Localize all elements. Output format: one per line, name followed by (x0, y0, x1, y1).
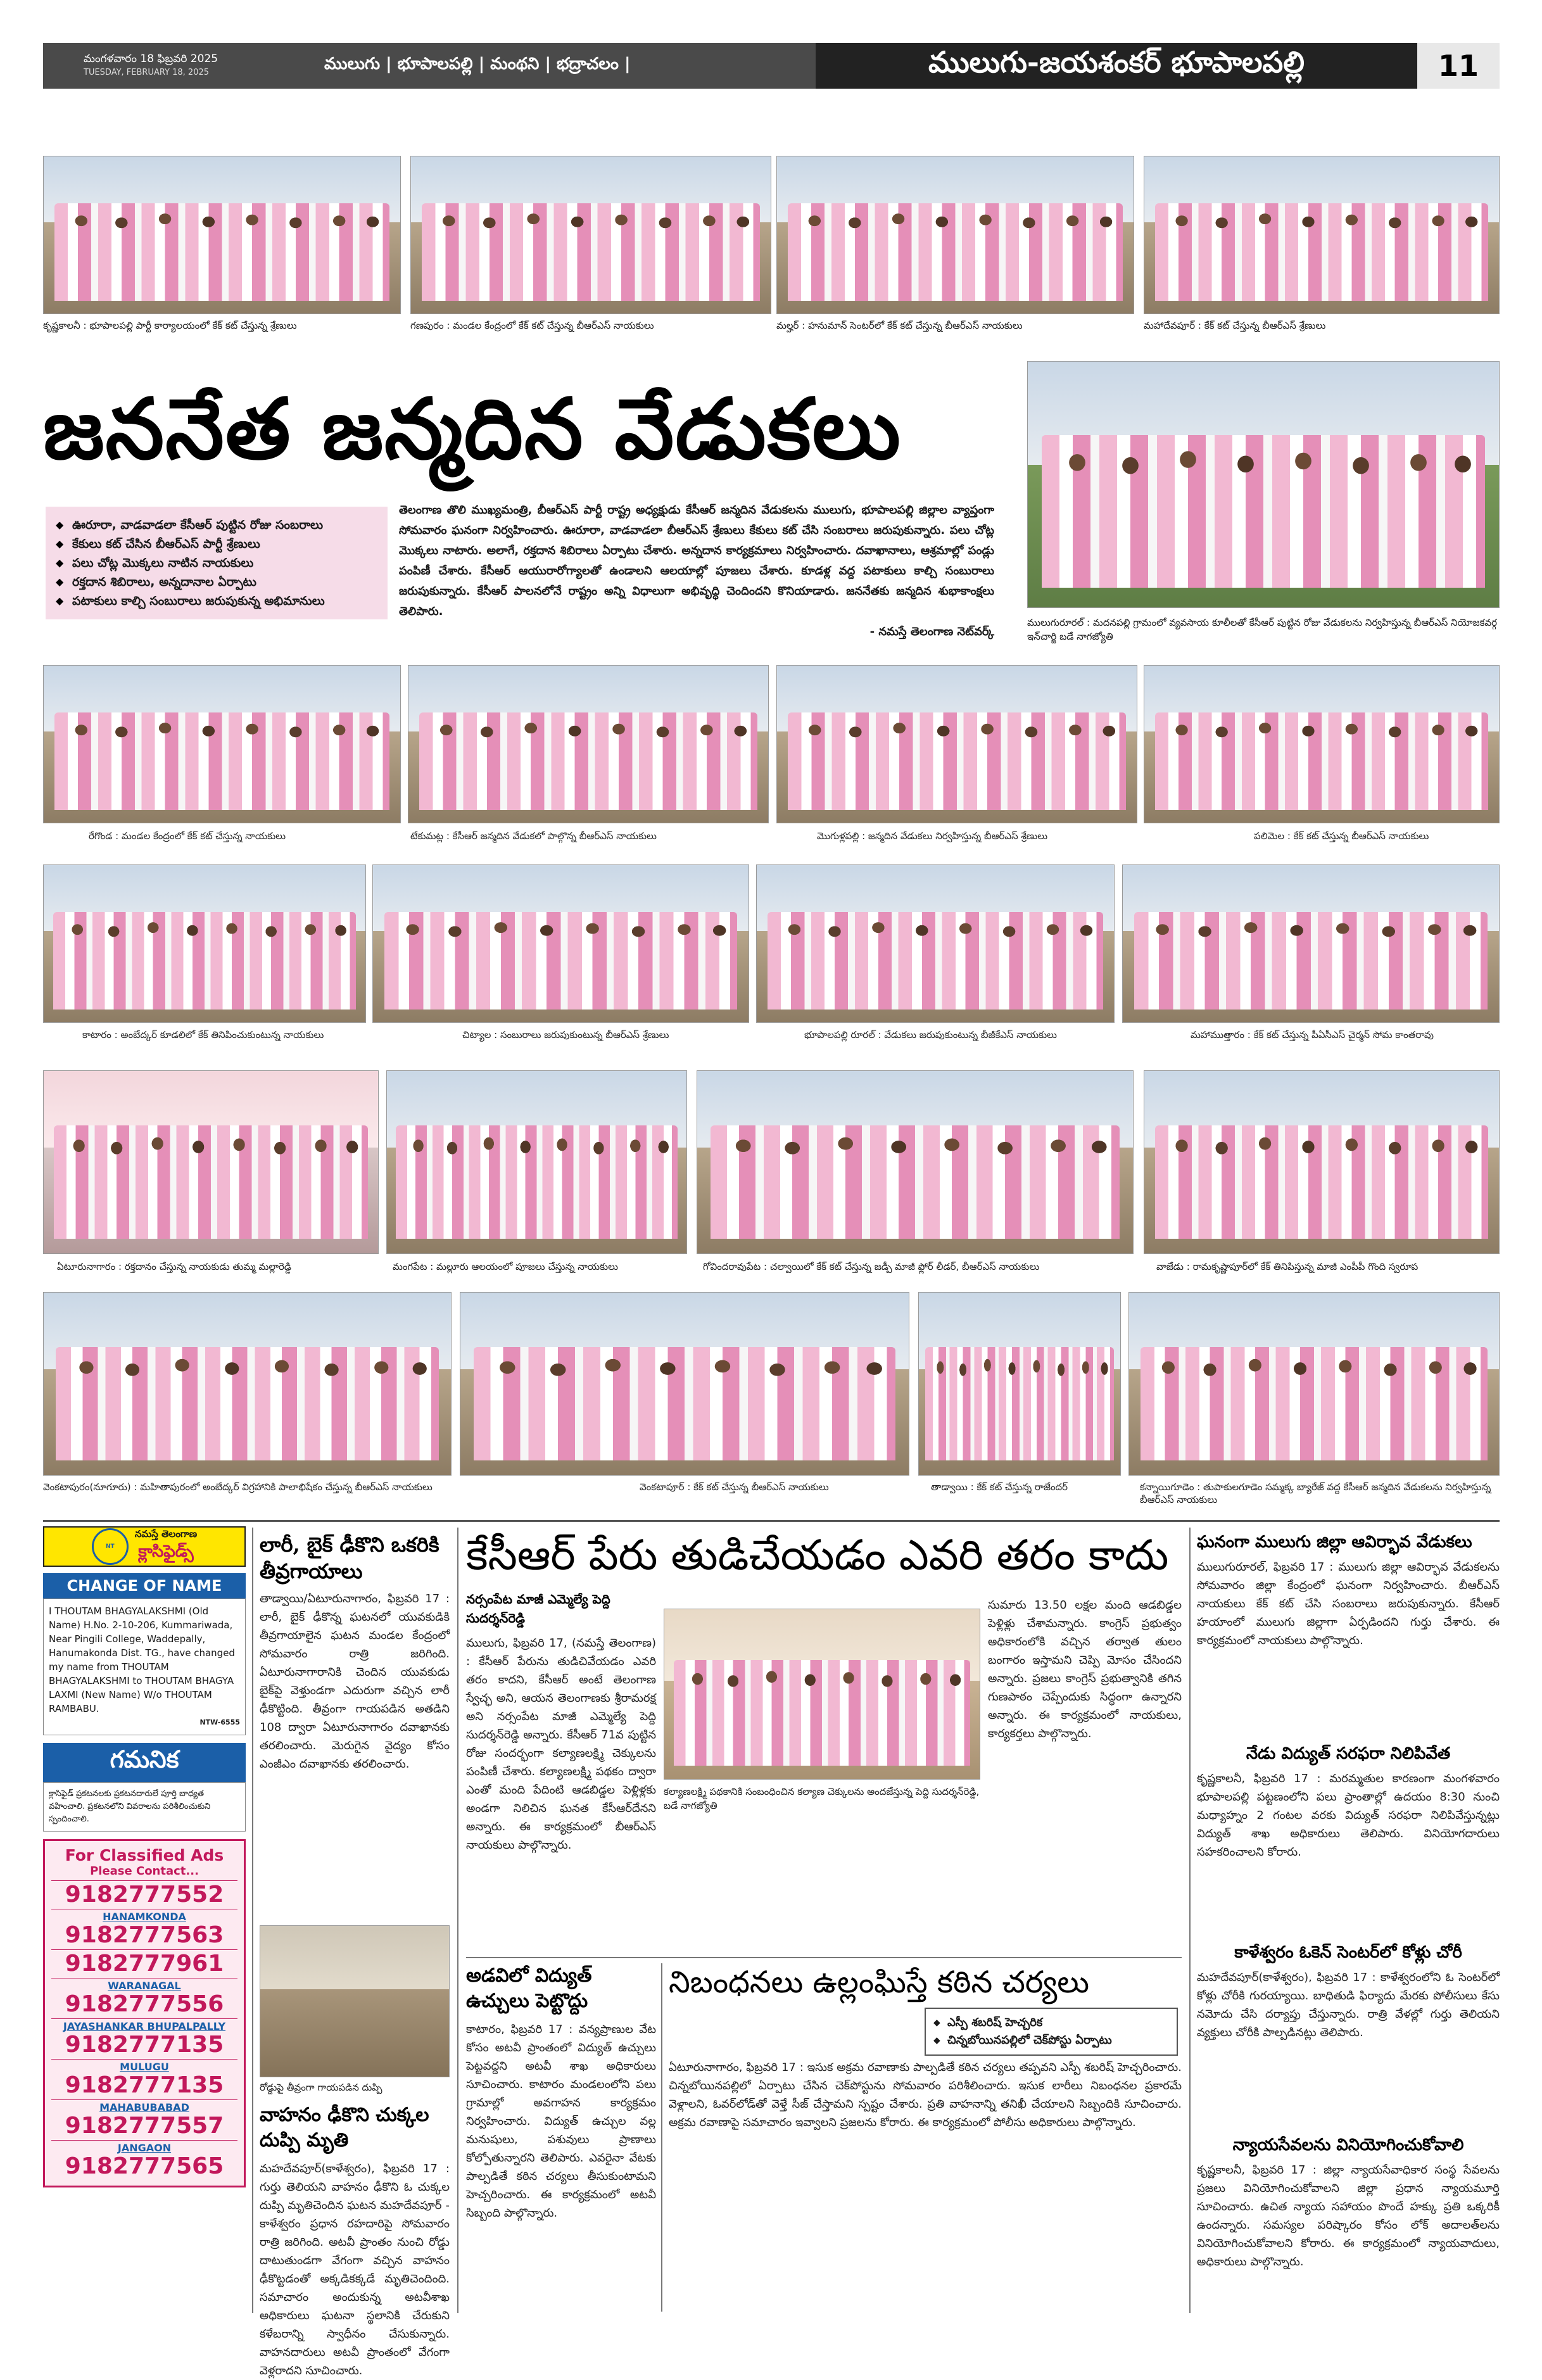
photo-caption: రేగొండ : మండల కేంద్రంలో కేక్ కట్ చేస్తున్న నాయకులు (89, 830, 286, 842)
photo-row5-2 (460, 1292, 909, 1476)
article-body: తాడ్వాయి/ఏటూరునాగారం, ఫిబ్రవరి 17 : లారీ, బైక్ ఢీకొన్న ఘటనలో యువకుడికి తీవ్రగాయాలైన ఘటన మండల కేంద్రంలో సోమవారం రాత్రి జరిగింది. ఏటూరునాగారానికి చెందిన యువకుడు బైక్‌పై వెళ్తుండగా ఎదురుగా వచ్చిన లారీ ఢీకొట్టింది. తీవ్రంగా గాయపడిన అతడిని 108 ద్వారా ఏటూరునాగారం దవాఖానకు తరలించారు. మెరుగైన వైద్యం కోసం ఎంజీఎం దవాఖానకు తరలించారు. (260, 1592, 450, 1771)
article-headline: న్యాయసేవలను వినియోగించుకోవాలి (1232, 2136, 1464, 2155)
photo-row4-1 (43, 1070, 379, 1254)
photo-deer (260, 1925, 450, 2077)
article-body: కృష్ణకాలనీ, ఫిబ్రవరి 17 : జిల్లా న్యాయసేవాధికార సంస్థ సేవలను ప్రజలు వినియోగించుకోవాలని జిల్లా ప్రధాన న్యాయమూర్తి సూచించారు. ఉచిత న్యాయ సహాయం పొందే హక్కు ప్రతి ఒక్కరికీ ఉందన్నారు. సమస్యల పరిష్కారం కోసం లోక్ అదాలత్‌లను వినియోగించుకోవాలని కోరారు. ఈ కార్యక్రమంలో న్యాయవాదులు, అధికారులు పాల్గొన్నారు. (1197, 2163, 1500, 2269)
highlight-item: ◆ చిన్నబోయినపల్లిలో చెక్‌పోస్టు ఏర్పాటు (933, 2032, 1169, 2049)
classified-ads-contacts (43, 1839, 246, 2187)
photo-caption: గోవిందరావుపేట : చల్వాయిలో కేక్ కట్ చేస్తున్న జడ్పీ మాజీ ఫ్లోర్ లీడర్, బీఆర్ఎస్ నాయకులు (703, 1261, 1040, 1272)
article-body: మహదేవపూర్(కాళేశ్వరం), ఫిబ్రవరి 17 : గుర్తు తెలియని వాహనం ఢీకొని ఓ చుక్కల దుప్పి మృతిచెందిన ఘటన మహదేవపూర్ - కాళేశ్వరం ప్రధాన రహదారిపై సోమవారం రాత్రి జరిగింది. అటవీ ప్రాంతం నుంచి రోడ్డు దాటుతుండగా వేగంగా వచ్చిన వాహనం ఢీకొట్టడంతో అక్కడికక్కడే మృతిచెందింది. సమాచారం అందుకున్న అటవీశాఖ అధికారులు ఘటనా స్థలానికి చేరుకుని కళేబరాన్ని స్వాధీనం చేసుకున్నారు. వాహనదారులు అటవీ ప్రాంతంలో వేగంగా వెళ్లరాదని సూచించారు. (260, 2162, 450, 2377)
ads-place: MAHABUBABAD (99, 2101, 189, 2113)
issue-date (84, 52, 324, 80)
section-divider (43, 1520, 1500, 1522)
photo-caption: ఏటూరునాగారం : రక్తదానం చేస్తున్న నాయకుడు తుమ్మ మల్లారెడ్డి (57, 1261, 292, 1272)
classifieds-logo: NT (92, 1528, 129, 1565)
section-places: ములుగు | భూపాలపల్లి | మంథని | భద్రాచలం | (324, 54, 631, 73)
photo-caption: మల్హర్ : హనుమాన్ సెంటర్‌లో కేక్ కట్ చేస్తున్న బీఆర్ఎస్ నాయకులు (776, 320, 1023, 331)
photo-caption: పలిమెల : కేక్ కట్ చేస్తున్న బీఆర్ఎస్ నాయకులు (1254, 830, 1429, 842)
photo-main-feature (1027, 361, 1500, 608)
photo-row3-2 (372, 864, 749, 1023)
classifieds-header (43, 1526, 246, 1567)
photo-row2-2 (408, 665, 769, 823)
column-rule (1189, 1528, 1191, 2313)
change-of-name-notice (43, 1598, 246, 1735)
ads-contact (51, 1880, 237, 1909)
ads-contact (51, 1978, 237, 2018)
change-of-name-text: I THOUTAM BHAGYALAKSHMI (Old Name) H.No. 2-10-206, Kummariwada, Near Pingili College, Waddepally, Hanumakonda Dist. TG., have changed my name from THOUTAM BHAGYALAKSHMI to THOUTAM BHAGYA LAXMI (New Name) W/o THOUTAM RAMBABU. (49, 1605, 235, 1714)
photo-row5-3 (918, 1292, 1121, 1476)
page-number: 11 (1417, 43, 1500, 89)
photo-caption: కృష్ణకాలనీ : భూపాలపల్లి పార్టీ కార్యాలయంలో కేక్ కట్ చేస్తున్న శ్రేణులు (43, 320, 297, 331)
article-highlights (925, 2008, 1178, 2056)
highlight-item: ◆ ఊరూరా, వాడవాడలా కేసీఆర్ పుట్టిన రోజు సంబరాలు (56, 516, 377, 535)
photo-caption: మహాదేవపూర్ : కేక్ కట్ చేస్తున్న బీఆర్ఎస్ శ్రేణులు (1144, 320, 1326, 331)
photo-row3-1 (43, 864, 366, 1023)
photo-row1-1 (43, 156, 401, 314)
ads-place: JANGAON (117, 2142, 172, 2154)
classifieds-column (43, 1526, 246, 2312)
photo-row2-4 (1144, 665, 1500, 823)
photo-caption: వాజేడు : రామకృష్ణాపూర్‌లో కేక్ తినిపిస్తున్న మాజీ ఎంపీపీ గొంది స్వరూప (1156, 1261, 1419, 1272)
ads-subtitle: Please Contact... (90, 1864, 199, 1878)
photo-row1-4 (1144, 156, 1500, 314)
notice-code: NTW-6555 (199, 1718, 240, 1726)
article-headline: నేడు విద్యుత్ సరఫరా నిలిపివేత (1246, 1744, 1451, 1763)
ads-contact (51, 2018, 237, 2059)
photo-caption: మొగుళ్లపల్లి : జన్మదిన వేడుకలు నిర్వహిస్తున్న బీఆర్ఎస్ శ్రేణులు (817, 830, 1048, 842)
column-rule (661, 1963, 662, 2312)
notice-text: క్లాసిఫైడ్ ప్రకటనలకు ప్రకటనదారులే పూర్తి బాధ్యత వహించాలి. ప్రకటనలోని వివరాలను పరిశీలించుకుని స్పందించాలి. (43, 1782, 246, 1832)
ads-place: MULUGU (120, 2061, 169, 2073)
photo-caption: వెంకటాపూర్ : కేక్ కట్ చేస్తున్న బీఆర్ఎస్ నాయకులు (640, 1481, 829, 1493)
photo-row3-3 (756, 864, 1115, 1023)
highlight-item: ◆ పటాకులు కాల్చి సంబురాలు జరుపుకున్న అభిమానులు (56, 592, 377, 611)
lead-text: తెలంగాణ తొలి ముఖ్యమంత్రి, బీఆర్ఎస్ పార్టీ రాష్ట్ర అధ్యక్షుడు కేసీఆర్ జన్మదిన వేడుకలను ములుగు, భూపాలపల్లి జిల్లాల వ్యాప్తంగా సోమవారం ఘనంగా నిర్వహించారు. ఊరూరా, వాడవాడలా బీఆర్ఎస్ శ్రేణులు కేకులు కట్ చేసి సంబరాలు జరుపుకున్నారు. పలు చోట్ల మొక్కలు నాటారు. అలాగే, రక్తదాన శిబిరాలు ఏర్పాటు చేశారు. అన్నదాన కార్యక్రమాలు నిర్వహించారు. దవాఖానాలు, ఆశ్రమాల్లో పండ్లు పంపిణీ చేశారు. కేసీఆర్ ఆయురారోగ్యాలతో ఉండాలని ఆలయాల్లో పూజలు చేశారు. కూడళ్ల వద్ద పటాకులు కాల్చి సంబురాలు జరుపుకున్నారు. కేసీఆర్ పాలనలోనే రాష్ట్రం అన్ని విధాలుగా అభివృద్ధి చెందిందని కొనియాడారు. జననేతకు జన్మదిన శుభాకాంక్షలు తెలిపారు. (399, 503, 994, 618)
highlight-bullets (46, 507, 388, 619)
ads-phone: 9182777565 (65, 2153, 224, 2179)
issue-date-english: TUESDAY, FEBRUARY 18, 2025 (84, 68, 210, 77)
masthead-left (43, 43, 816, 89)
article-headline: అడవిలో విద్యుత్ ఉచ్చులు పెట్టొద్దు (466, 1965, 592, 2012)
article-body: ములుగు, ఫిబ్రవరి 17, (నమస్తే తెలంగాణ) : కేసీఆర్ పేరును తుడిచివేయడం ఎవరి తరం కాదని, కేసీఆర్ అంటే తెలంగాణ స్వేచ్ఛ అని, ఆయన తెలంగాణకు శ్రీరామరక్ష అని నర్సంపేట మాజీ ఎమ్మెల్యే పెద్ది సుదర్శన్‌రెడ్డి అన్నారు. కేసీఆర్ 71వ పుట్టిన రోజు సందర్భంగా కల్యాణలక్ష్మి చెక్కులను పంపిణీ చేశారు. కల్యాణలక్ష్మి పథకం ద్వారా ఎంతో మంది పేదింటి ఆడబిడ్డల పెళ్లిళ్లకు అండగా నిలిచిన ఘనత కేసీఆర్‌దేనని అన్నారు. ఈ కార్యక్రమంలో బీఆర్ఎస్ నాయకులు పాల్గొన్నారు. (466, 1636, 656, 1852)
photo-caption: చిట్యాల : సంబురాలు జరుపుకుంటున్న బీఆర్ఎస్ శ్రేణులు (462, 1029, 669, 1041)
photo-cheque-distribution (664, 1609, 980, 1780)
photo-caption: తాడ్వాయి : కేక్ కట్ చేస్తున్న రాజేందర్ (931, 1481, 1068, 1493)
ads-contact (51, 2140, 237, 2181)
photo-row5-4 (1128, 1292, 1500, 1476)
ads-phone: 9182777556 (65, 1991, 224, 2017)
highlight-item: ◆ పలు చోట్ల మొక్కలు నాటిన నాయకులు (56, 554, 377, 573)
column-rule (252, 1528, 253, 2313)
photo-caption: మంగపేట : మల్లూరు ఆలయంలో పూజలు చేస్తున్న నాయకులు (393, 1261, 618, 1272)
article-body: ఏటూరునాగారం, ఫిబ్రవరి 17 : ఇసుక అక్రమ రవాణాకు పాల్పడితే కఠిన చర్యలు తప్పవని ఎస్పీ శబరిష్ హెచ్చరించారు. చిన్నబోయినపల్లిలో ఏర్పాటు చేసిన చెక్‌పోస్టును సోమవారం పరిశీలించారు. ఇసుక లారీలు నిబంధనల ప్రకారమే వెళ్లాలని, ఓవర్‌లోడ్‌తో వెళ్తే సీజ్ చేస్తామని స్పష్టం చేశారు. ప్రతి వాహనాన్ని తనిఖీ చేయాలని సిబ్బందికి సూచించారు. అక్రమ రవాణాపై సమాచారం ఇవ్వాలని ప్రజలను కోరారు. ఈ కార్యక్రమంలో పోలీసు అధికారులు పాల్గొన్నారు. (669, 2061, 1182, 2129)
photo-caption: ములుగురూరల్ : మదనపల్లి గ్రామంలో వ్యవసాయ కూలీలతో కేసీఆర్ పుట్టిన రోజు వేడుకలను నిర్వహిస్తున్న బీఆర్ఎస్ నియోజకవర్గ ఇన్‌చార్జి బడే నాగజ్యోతి (1027, 617, 1498, 642)
article-rule (466, 1957, 1182, 1958)
article-headline: లారీ, బైక్ ఢీకొని ఒకరికి తీవ్రగాయాలు (260, 1533, 439, 1583)
ads-phone: 9182777135 (65, 2072, 224, 2098)
ads-contact (51, 1909, 237, 1949)
ads-contact (51, 2099, 237, 2140)
article-headline: ఘనంగా ములుగు జిల్లా ఆవిర్భావ వేడుకలు (1197, 1533, 1472, 1552)
lead-signature: - నమస్తే తెలంగాణ నెట్‌వర్క్ (869, 625, 994, 638)
highlight-item: ◆ కేకులు కట్ చేసిన బీఆర్ఎస్ పార్టీ శ్రేణులు (56, 535, 377, 554)
article-body: కాటారం, ఫిబ్రవరి 17 : వన్యప్రాణుల వేట కోసం అటవీ ప్రాంతంలో విద్యుత్ ఉచ్చులు పెట్టవద్దని అటవీ శాఖ అధికారులు సూచించారు. కాటారం మండలంలోని పలు గ్రామాల్లో అవగాహన కార్యక్రమం నిర్వహించారు. విద్యుత్ ఉచ్చుల వల్ల మనుషులు, పశువులు ప్రాణాలు కోల్పోతున్నారని తెలిపారు. ఎవరైనా వేటకు పాల్పడితే కఠిన చర్యలు తీసుకుంటామని హెచ్చరించారు. ఈ కార్యక్రమంలో అటవీ సిబ్బంది పాల్గొన్నారు. (466, 2023, 656, 2220)
photo-caption: టేకుమట్ల : కేసీఆర్ జన్మదిన వేడుకలో పాల్గొన్న బీఆర్ఎస్ నాయకులు (410, 830, 657, 842)
photo-caption: కాటారం : అంబేద్కర్ కూడలిలో కేక్ తినిపించుకుంటున్న నాయకులు (82, 1029, 324, 1041)
classifieds-brand: నమస్తే తెలంగాణ (134, 1528, 198, 1540)
photo-caption: కల్యాణలక్ష్మి పథకానికి సంబంధించిన కల్యాణ చెక్కులను అందజేస్తున్న పెద్ది సుదర్శన్‌రెడ్డి, బడే నాగజ్యోతి (664, 1786, 980, 1811)
photo-caption: కన్నాయిగూడెం : తుపాకులగూడెం సమ్మక్క బ్యారేజ్ వద్ద కేసీఆర్ జన్మదిన వేడుకలను నిర్వహిస్తున్న బీఆర్ఎస్ నాయకులు (1140, 1481, 1491, 1505)
ads-phone: 9182777552 (65, 1882, 224, 1908)
ads-place: WARANAGAL (108, 1980, 181, 1992)
highlight-item: ◆ ఎస్పీ శబరిష్ హెచ్చరిక (933, 2014, 1169, 2032)
ads-phone: 9182777563 (65, 1922, 224, 1948)
photo-row1-2 (410, 156, 771, 314)
article-body: మహదేవపూర్(కాళేశ్వరం), ఫిబ్రవరి 17 : కాళేశ్వరంలోని ఓ సెంటర్‌లో కోళ్లు చోరీకి గురయ్యాయి. బాధితుడి ఫిర్యాదు మేరకు పోలీసులు కేసు నమోదు చేసి దర్యాప్తు చేస్తున్నారు. రాత్రి వేళల్లో గుర్తు తెలియని వ్యక్తులు చోరీకి పాల్పడినట్లు తెలిపారు. (1197, 1971, 1500, 2039)
notice-title: గమనిక (43, 1743, 246, 1782)
photo-caption: భూపాలపల్లి రూరల్ : వేడుకలు జరుపుకుంటున్న బీజీకేఎస్ నాయకులు (804, 1029, 1057, 1041)
photo-row1-3 (776, 156, 1134, 314)
ads-place: HANAMKONDA (103, 1911, 186, 1923)
ads-place: JAYASHANKAR BHUPALPALLY (63, 2020, 226, 2032)
photo-row3-4 (1122, 864, 1500, 1023)
ads-phone: 9182777961 (65, 1951, 224, 1977)
ads-contact (51, 1949, 237, 1978)
photo-caption: వెంకటాపురం(నూగూరు) : మహితాపురంలో అంబేద్కర్ విగ్రహానికి పాలాభిషేకం చేస్తున్న బీఆర్ఎస్ నాయకులు (43, 1481, 433, 1493)
photo-row4-4 (1144, 1070, 1500, 1254)
photo-caption: మహాముత్తారం : కేక్ కట్ చేస్తున్న పీఏసీఎస్ చైర్మన్ సోమ కాంతరావు (1191, 1029, 1434, 1041)
photo-row2-1 (43, 665, 401, 823)
photo-row4-2 (386, 1070, 687, 1254)
article-headline: నిబంధనలు ఉల్లంఘిస్తే కఠిన చర్యలు (669, 1965, 1089, 2000)
lead-article (399, 500, 994, 642)
section-title: ములుగు-జయశంకర్ భూపాలపల్లి (816, 43, 1417, 89)
photo-row5-1 (43, 1292, 452, 1476)
article-body: ములుగురూరల్, ఫిబ్రవరి 17 : ములుగు జిల్లా ఆవిర్భావ వేడుకలను సోమవారం జిల్లా కేంద్రంలో ఘనంగా నిర్వహించారు. బీఆర్ఎస్ నాయకులు కేక్ కట్ చేసి సంబరాలు జరుపుకున్నారు. కేసీఆర్ హయాంలో ములుగు జిల్లాగా ఏర్పడిందని గుర్తు చేశారు. ఈ కార్యక్రమంలో నాయకులు పాల్గొన్నారు. (1197, 1560, 1500, 1647)
ads-contact (51, 2059, 237, 2099)
main-headline: జననేత జన్మదిన వేడుకలు (43, 380, 902, 478)
ads-phone: 9182777135 (65, 2032, 224, 2058)
highlight-item: ◆ రక్తదాన శిబిరాలు, అన్నదానాల ఏర్పాటు (56, 573, 377, 592)
article-body: కృష్ణకాలనీ, ఫిబ్రవరి 17 : మరమ్మతుల కారణంగా మంగళవారం భూపాలపల్లి పట్టణంలోని పలు ప్రాంతాల్లో ఉదయం 8:30 నుంచి మధ్యాహ్నం 2 గంటల వరకు విద్యుత్ సరఫరా నిలిపివేస్తున్నట్లు విద్యుత్ శాఖ అధికారులు తెలిపారు. వినియోగదారులు సహకరించాలని కోరారు. (1197, 1772, 1500, 1859)
change-of-name-title: CHANGE OF NAME (43, 1573, 246, 1598)
ads-phone: 9182777557 (65, 2113, 224, 2139)
article-headline: కాళేశ్వరం ఓకెన్ సెంటర్‌లో కోళ్లు చోరీ (1234, 1943, 1462, 1962)
masthead (43, 43, 1500, 89)
photo-row2-3 (776, 665, 1137, 823)
ads-title: For Classified Ads (65, 1846, 224, 1864)
column-rule (457, 1528, 458, 2313)
article-headline: వాహనం ఢీకొని చుక్కల దుప్పి మృతి (260, 2104, 429, 2151)
photo-row4-3 (697, 1070, 1134, 1254)
article-body: సుమారు 13.50 లక్షల మంది ఆడబిడ్డల పెళ్లిళ్లు చేశామన్నారు. కాంగ్రెస్ ప్రభుత్వం అధికారంలోకి వచ్చిన తర్వాత తులం బంగారం ఇస్తామని చెప్పి మోసం చేసిందని అన్నారు. ప్రజలు కాంగ్రెస్ ప్రభుత్వానికి తగిన గుణపాఠం చెప్పేందుకు సిద్ధంగా ఉన్నారని అన్నారు. ఈ కార్యక్రమంలో నాయకులు, కార్యకర్తలు పాల్గొన్నారు. (988, 1598, 1182, 1740)
issue-date-telugu: మంగళవారం 18 ఫిబ్రవరి 2025 (84, 53, 218, 65)
photo-caption: రోడ్డుపై తీవ్రంగా గాయపడిన దుప్పి (260, 2082, 382, 2093)
classifieds-title: క్లాసిఫైడ్స్ (138, 1542, 194, 1561)
photo-caption: గణపురం : మండల కేంద్రంలో కేక్ కట్ చేస్తున్న బీఆర్ఎస్ నాయకులు (410, 320, 654, 331)
article-headline: కేసీఆర్ పేరు తుడిచేయడం ఎవరి తరం కాదు (466, 1531, 1169, 1579)
article-subhead: నర్సంపేట మాజీ ఎమ్మెల్యే పెద్ది సుదర్శన్‌రెడ్డి (466, 1592, 610, 1626)
